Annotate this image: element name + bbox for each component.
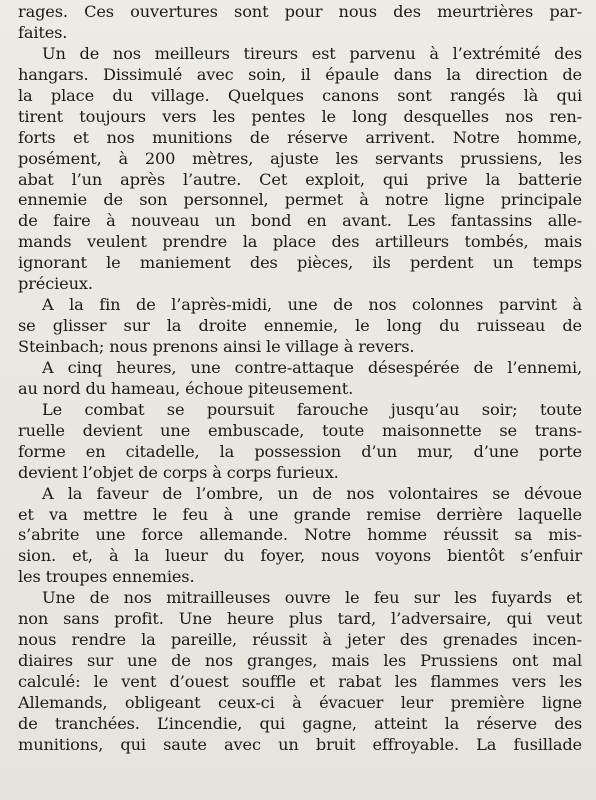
text-line: A la faveur de l’ombre, un de nos volontaires se dévoue [42, 483, 582, 503]
body-text [18, 2, 582, 756]
text-line: au nord du hameau, échoue piteusement. [18, 378, 354, 398]
text-line: hangars. Dissimulé avec soin, il épaule dans la direction de [18, 64, 582, 84]
paragraph [18, 484, 582, 589]
text-line: abat l’un après l’autre. Cet exploit, qui prive la batterie [18, 169, 582, 189]
text-line: A la fin de l’après-midi, une de nos colonnes parvint à [42, 295, 582, 315]
text-line: se glisser sur la droite ennemie, le long du ruisseau de [18, 316, 582, 336]
text-line: forts et nos munitions de réserve arrivent. Notre homme, [18, 127, 582, 147]
text-line: rages. Ces ouvertures sont pour nous des meurtrières par- [18, 2, 582, 21]
text-line: calculé: le vent d’ouest souffle et rabat les flammes vers les [18, 672, 582, 691]
paragraph [18, 588, 582, 756]
text-line: Allemands, obligeant ceux-ci à évacuer leur première ligne [18, 692, 582, 712]
text-line: Une de nos mitrailleuses ouvre le feu sur les fuyards et [42, 588, 582, 608]
text-line: de tranchées. L’incendie, qui gagne, atteint la réserve des [18, 713, 582, 733]
text-line: forme en citadelle, la possession d’un mur, d’une porte [18, 441, 582, 461]
text-line: ennemie de son personnel, permet à notre ligne principale [18, 190, 582, 210]
text-line: diaires sur une de nos granges, mais les Prussiens ont mal [18, 651, 582, 671]
paragraph [18, 2, 582, 44]
text-line: tirent toujours vers les pentes le long desquelles nos ren- [18, 106, 582, 126]
text-line: et va mettre le feu à une grande remise derrière laquelle [18, 504, 582, 524]
paragraph [18, 358, 582, 400]
text-line: précieux. [18, 274, 93, 294]
text-line: les troupes ennemies. [18, 567, 195, 587]
text-line: A cinq heures, une contre-attaque désespérée de l’ennemi, [42, 357, 582, 377]
text-line: nous rendre la pareille, réussit à jeter des grenades incen- [18, 630, 582, 650]
text-line: mands veulent prendre la place des artilleurs tombés, mais [18, 232, 582, 252]
text-line: devient l’objet de corps à corps furieux. [18, 462, 339, 482]
text-line: ignorant le maniement des pièces, ils perdent un temps [18, 253, 582, 273]
text-line: Steinbach; nous prenons ainsi le village à revers. [18, 337, 415, 356]
text-line: ruelle devient une embuscade, toute maisonnette se trans- [18, 420, 582, 440]
text-line: de faire à nouveau un bond en avant. Les fantassins alle- [18, 211, 582, 231]
text-line: munitions, qui saute avec un bruit effroyable. La fusillade [18, 734, 582, 754]
text-line: la place du village. Quelques canons sont rangés là qui [18, 85, 582, 105]
paragraph [18, 400, 582, 484]
paragraph [18, 44, 582, 295]
text-line: s’abrite une force allemande. Notre homme réussit sa mis- [18, 525, 582, 545]
text-line: Le combat se poursuit farouche jusqu’au soir; toute [42, 399, 582, 419]
text-line: posément, à 200 mètres, ajuste les servants prussiens, les [18, 148, 582, 168]
text-line: non sans profit. Une heure plus tard, l’adversaire, qui veut [18, 609, 582, 629]
text-line: sion. et, à la lueur du foyer, nous voyons bientôt s’enfuir [18, 546, 582, 566]
paragraph [18, 295, 582, 358]
text-line: faites. [18, 22, 68, 42]
text-line: Un de nos meilleurs tireurs est parvenu à l’extrémité des [42, 43, 582, 63]
